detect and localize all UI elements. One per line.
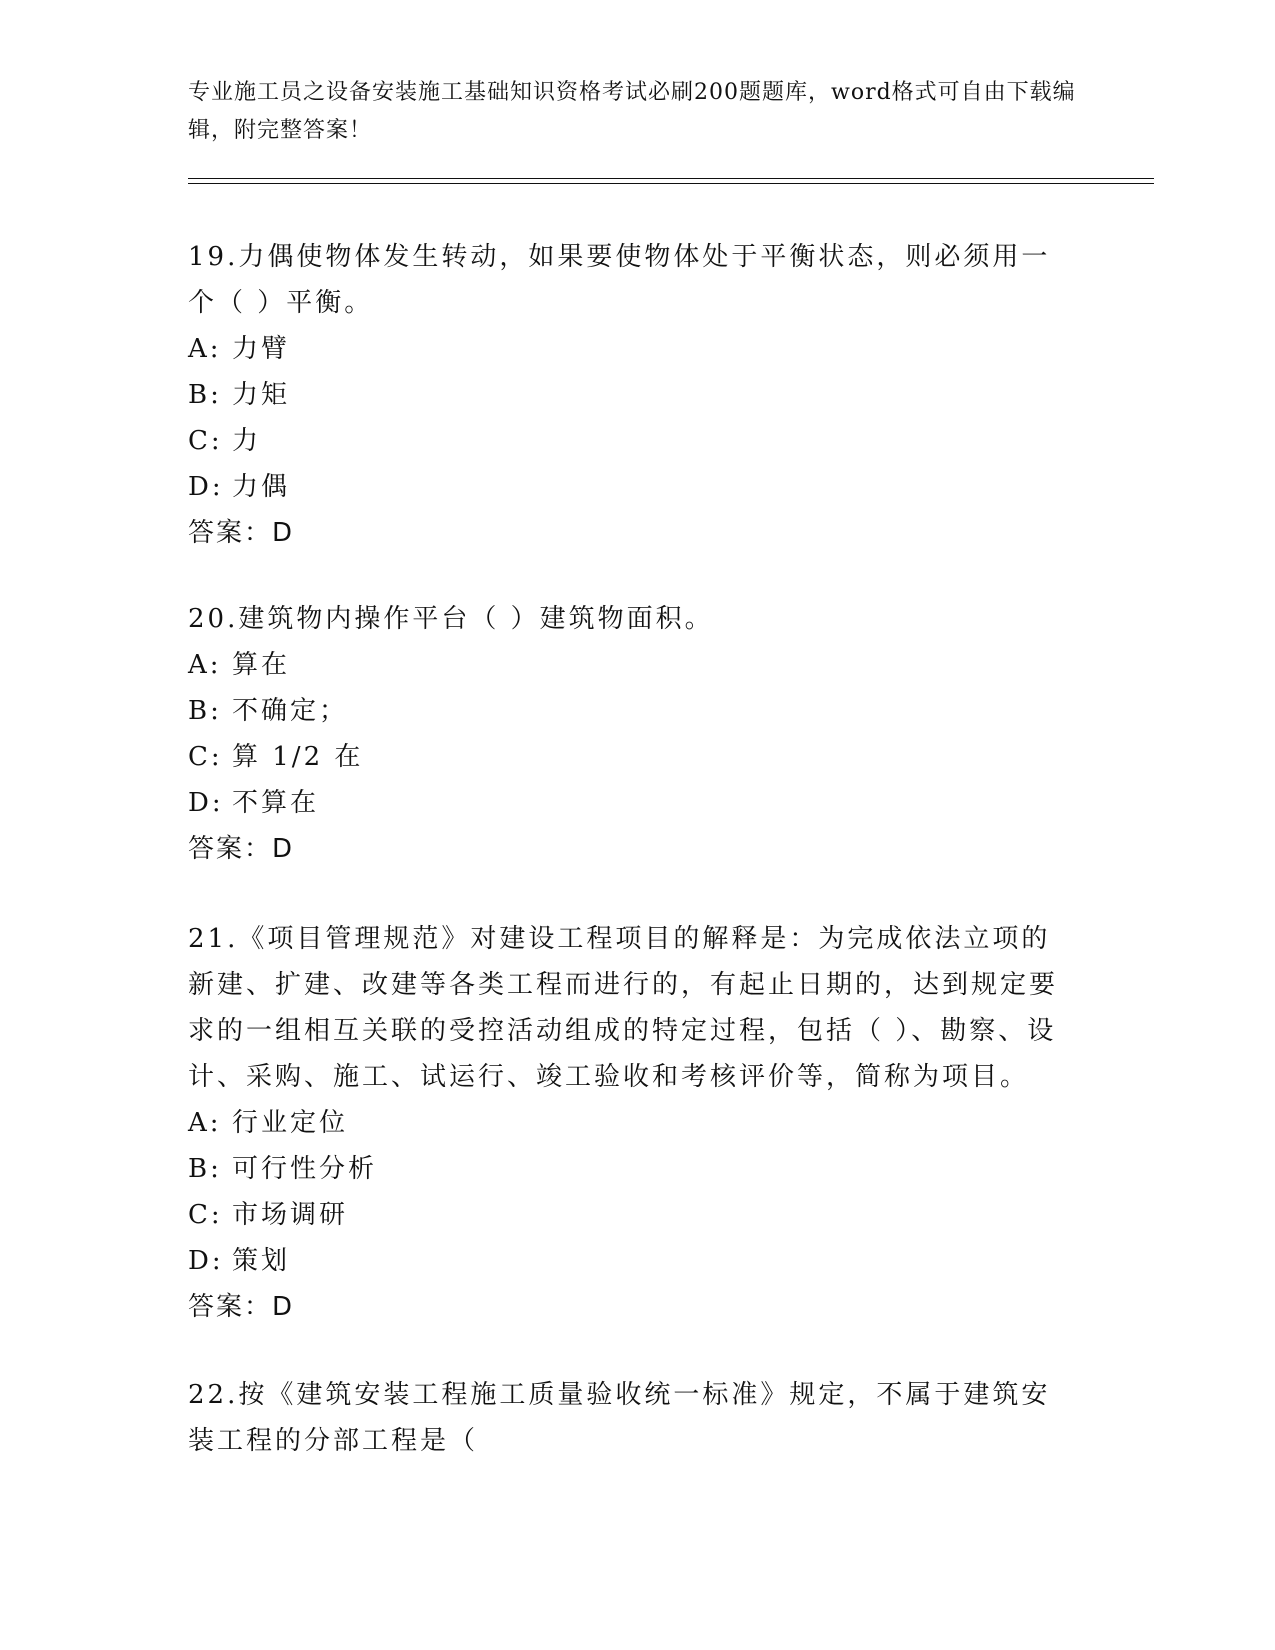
option-letter: C: <box>188 426 223 456</box>
option-b <box>188 372 1078 418</box>
option-text: 力矩 <box>232 380 291 410</box>
option-letter: A: <box>188 650 222 680</box>
option-a <box>188 326 1078 372</box>
question-stem: 21.《项目管理规范》对建设工程项目的解释是：为完成依法立项的新建、扩建、改建等各类工程而进行的，有起止日期的，达到规定要求的一组相互关联的受控活动组成的特定过程，包括（ ）、勘察、设计、采购、施工、试运行、竣工验收和考核评价等，简称为项目。 <box>188 924 1059 1092</box>
option-c <box>188 734 1078 780</box>
option-text: 算 1/2 在 <box>232 742 364 772</box>
option-letter: B: <box>188 1154 222 1184</box>
question-stem: 22.按《建筑安装工程施工质量验收统一标准》规定，不属于建筑安装工程的分部工程是（ <box>188 1380 1051 1456</box>
option-text: 不确定； <box>232 696 349 726</box>
option-b <box>188 688 1078 734</box>
option-text: 力偶 <box>232 472 291 502</box>
option-text: 策划 <box>232 1246 291 1276</box>
option-text: 不算在 <box>232 788 320 818</box>
option-text: 力 <box>232 426 262 456</box>
option-letter: B: <box>188 380 222 410</box>
option-text: 力臂 <box>232 334 291 364</box>
option-c <box>188 418 1078 464</box>
option-text: 算在 <box>232 650 291 680</box>
answer-line: 答案：D <box>188 834 295 864</box>
question-22 <box>188 1372 1078 1464</box>
option-letter: A: <box>188 334 222 364</box>
question-19 <box>188 234 1078 556</box>
answer-line: 答案：D <box>188 1292 295 1322</box>
document-title: 专业施工员之设备安装施工基础知识资格考试必刷200题题库，word格式可自由下载编辑，附完整答案！ <box>188 80 1076 143</box>
header-divider-bottom <box>188 183 1154 184</box>
option-d <box>188 1238 1078 1284</box>
option-text: 可行性分析 <box>232 1154 378 1184</box>
option-d <box>188 780 1078 826</box>
option-text: 市场调研 <box>232 1200 349 1230</box>
question-21 <box>188 916 1078 1330</box>
question-stem: 19.力偶使物体发生转动，如果要使物体处于平衡状态，则必须用一个（ ）平衡。 <box>188 242 1051 318</box>
option-b <box>188 1146 1078 1192</box>
option-letter: D: <box>188 788 224 818</box>
option-letter: C: <box>188 1200 223 1230</box>
header-divider-top <box>188 178 1154 179</box>
option-a <box>188 642 1078 688</box>
option-letter: D: <box>188 1246 224 1276</box>
option-a <box>188 1100 1078 1146</box>
question-stem: 20.建筑物内操作平台（ ）建筑物面积。 <box>188 604 714 634</box>
option-letter: C: <box>188 742 223 772</box>
question-20 <box>188 596 1078 872</box>
option-letter: D: <box>188 472 224 502</box>
option-d <box>188 464 1078 510</box>
option-c <box>188 1192 1078 1238</box>
option-text: 行业定位 <box>232 1108 349 1138</box>
answer-line: 答案：D <box>188 518 295 548</box>
option-letter: B: <box>188 696 222 726</box>
option-letter: A: <box>188 1108 222 1138</box>
